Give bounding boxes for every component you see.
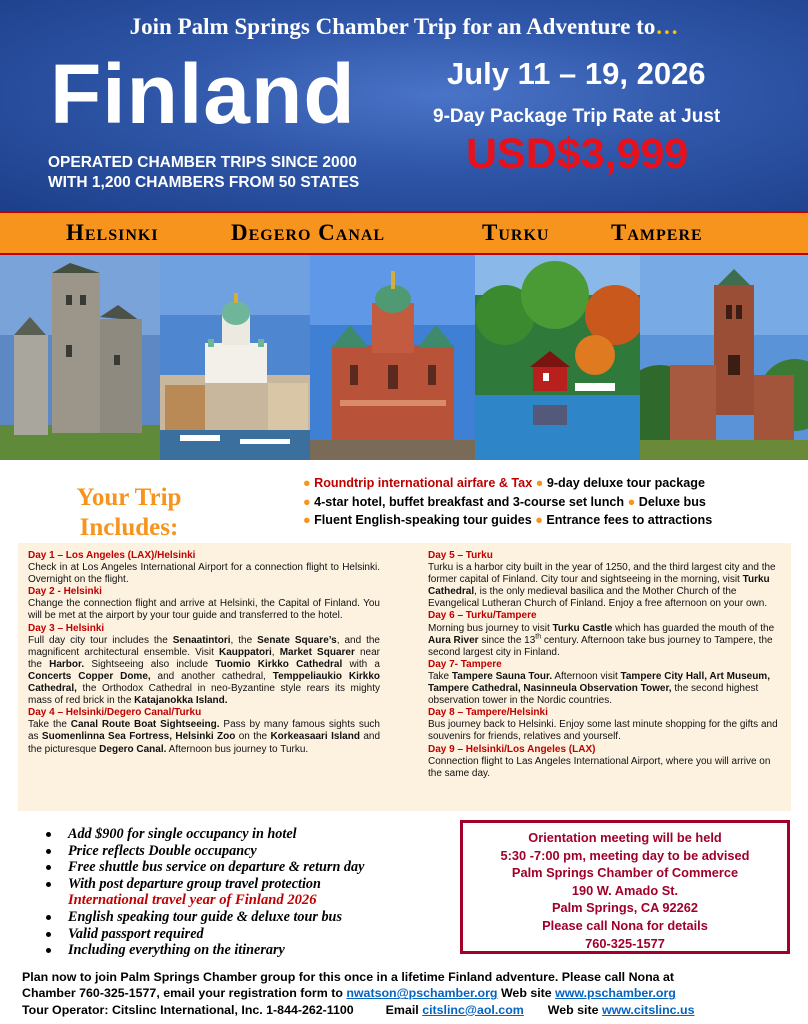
turku-castle-photo [0,255,160,460]
bullet-icon: ● [303,494,311,509]
country-title: Finland [50,47,356,141]
tagline [0,14,808,40]
includes-line-1 [303,474,803,493]
orientation-meeting-box [460,820,790,954]
operated-text [48,153,359,193]
bullet-icon: ● [627,494,636,509]
itinerary-box [18,543,791,811]
day-5-text: Turku is a harbor city built in the year of 1250, and the third largest city and the former capital of Finland. City tour and sightseeing in the morning, visit Turku Cathedral, is the only medieval basilica and the Mother Church of the Evangelical Lutheran Church of Finland. Enjoy a free afternoon on your own. [428,562,776,610]
day-1-text: Check in at Los Angeles International Airport for a connection flight to Helsinki. Overnight on the flight. [28,562,380,586]
note-tour-guide: English speaking tour guide & deluxe tour bus [44,909,444,926]
tagline-text: Join Palm Springs Chamber Trip for an Adventure to [129,14,656,39]
meeting-line-2: 5:30 -7:00 pm, meeting day to be advised [500,847,750,863]
trip-dates: July 11 – 19, 2026 [447,56,706,91]
lakeside-autumn-photo [475,255,640,460]
city-degero-canal: Degero Canal [231,220,386,245]
day-7-text: Take Tampere Sauna Tour. Afternoon visit Tampere City Hall, Art Museum, Tampere Cathedral, Nasinneula Observation Tower, the second highest observation tower in the Nordic countries. [428,670,770,707]
includes-item-tour-package: 9-day deluxe tour package [546,476,705,490]
day-6-title: Day 6 – Turku/Tampere [428,610,537,622]
note-passport: Valid passport required [44,926,444,943]
note-travel-year: International travel year of Finland 2026 [68,892,317,909]
includes-item-guides: Fluent English-speaking tour guides [314,513,532,527]
operated-line-1: OPERATED CHAMBER TRIPS SINCE 2000 [48,154,357,171]
trip-notes-list [44,826,444,959]
meeting-phone: 760-325-1577 [585,935,665,951]
header-banner [0,0,808,211]
includes-item-bus: Deluxe bus [638,494,706,509]
church-tower-photo [640,255,808,460]
meeting-line-3: Palm Springs Chamber of Commerce [511,865,739,881]
city-helsinki: Helsinki [66,220,159,245]
footer [22,969,802,1018]
day-4-text: Take the Canal Route Boat Sightseeing. Pass by many famous sights such as Suomenlinna Sea Fortress, Helsinki Zoo on the Korkeasaari Island and the picturesque Degero Canal. Afternoon bus journey to Turku. [28,719,381,755]
city-tampere: Tampere [611,220,703,245]
photo-strip [0,255,808,460]
day-9-text: Connection flight to Las Angeles International Airport, where you will arrive on the same day. [428,755,771,779]
your-trip-heading [64,483,194,543]
includes-line-2 [303,493,803,512]
day-6-text: Morning bus journey to visit Turku Castle which has guarded the mouth of the Aura River since the 13th century. Afternoon take bus journey to Tampere, the second largest city in Finland. [428,622,775,658]
day-9-title: Day 9 – Helsinki/Los Angeles (LAX) [428,743,596,755]
uspenski-cathedral-photo [310,255,475,460]
day-5-title: Day 5 – Turku [428,550,493,561]
itinerary-right-column [428,550,784,780]
includes-item-entrance: Entrance fees to attractions [546,513,713,527]
includes-item-hotel: 4-star hotel, buffet breakfast and 3-course set lunch [314,494,625,509]
day-8-title: Day 8 – Tampere/Helsinki [428,707,548,719]
day-3-title: Day 3 – Helsinki [28,622,105,634]
operator-email-link[interactable]: citslinc@aol.com [422,1002,524,1017]
day-4-title: Day 4 – Helsinki/Degero Canal/Turku [28,707,202,719]
bullet-icon: ● [303,476,311,490]
note-shuttle: Free shuttle bus service on departure & return day [44,859,444,876]
note-double-occupancy: Price reflects Double occupancy [44,843,444,860]
your-trip-line-1: Your Trip [76,484,182,511]
operated-line-2: WITH 1,200 CHAMBERS FROM 50 STATES [48,174,360,191]
day-8-text: Bus journey back to Helsinki. Enjoy some last minute shopping for the gifts and souvenirs for friends, relatives and yourself. [428,719,778,743]
footer-line-3: Tour Operator: Citslinc International, Inc. 1-844-262-1100 Email citslinc@aol.com Web site www.citslinc.us [22,1002,695,1017]
day-1-title: Day 1 – Los Angeles (LAX)/Helsinki [28,550,196,561]
footer-line-1: Plan now to join Palm Springs Chamber group for this once in a lifetime Finland adventure. Please call Nona at [22,970,675,984]
helsinki-cathedral-photo [160,255,310,460]
tagline-dots: … [655,14,679,39]
day-7-title: Day 7- Tampere [428,658,502,670]
meeting-line-1: Orientation meeting will be held [528,830,722,845]
day-3-text: Full day city tour includes the Senaatintori, the Senate Square’s, and the magnificent architectural ensemble. Visit Kauppatori, Market Squarer near the Harbor. Sightseeing also include Tuomio Kirkko Cathedral with a Concerts Copper Dome, and another cathedral, Temppeliaukio Kirkko Cathedral, the Orthodox Cathedral in neo-Byzantine style rears its mighty mass of red brick in the Katajanokka Island. [28,634,381,707]
includes-list [303,474,803,530]
chamber-email-link[interactable]: nwatson@pschamber.org [346,986,498,1001]
note-single-occupancy: Add $900 for single occupancy in hotel [44,826,444,843]
city-turku: Turku [482,220,550,245]
trip-price: USD$3,999 [466,130,689,178]
chamber-website-link[interactable]: www.pschamber.org [555,986,676,1001]
operator-website-link[interactable]: www.citslinc.us [601,1002,695,1017]
day-2-text: Change the connection flight and arrive at Helsinki, the Capital of Finland. You will be met at the airport by your tour guide and transferred to the hotel. [28,598,380,622]
note-travel-protection: With post departure group travel protection [44,876,444,893]
itinerary-left-column [28,550,380,756]
includes-line-3 [303,511,803,530]
your-trip-line-2: Includes: [79,514,179,541]
footer-line-2: Chamber 760-325-1577, email your registration form to nwatson@pschamber.org Web site www.pschamber.org [22,986,676,1001]
meeting-line-6: Please call Nona for details [542,917,708,933]
bullet-icon: ● [303,513,311,527]
city-bar [0,211,808,255]
bullet-icon: ● [535,513,543,527]
note-including-everything: Including everything on the itinerary [44,942,444,959]
bullet-icon: ● [535,476,544,490]
meeting-line-4: 190 W. Amado St. [571,882,679,898]
meeting-line-5: Palm Springs, CA 92262 [551,900,699,916]
rate-text: 9-Day Package Trip Rate at Just [433,106,721,127]
includes-item-airfare: Roundtrip international airfare & Tax [314,476,533,490]
day-2-title: Day 2 - Helsinki [28,586,102,598]
